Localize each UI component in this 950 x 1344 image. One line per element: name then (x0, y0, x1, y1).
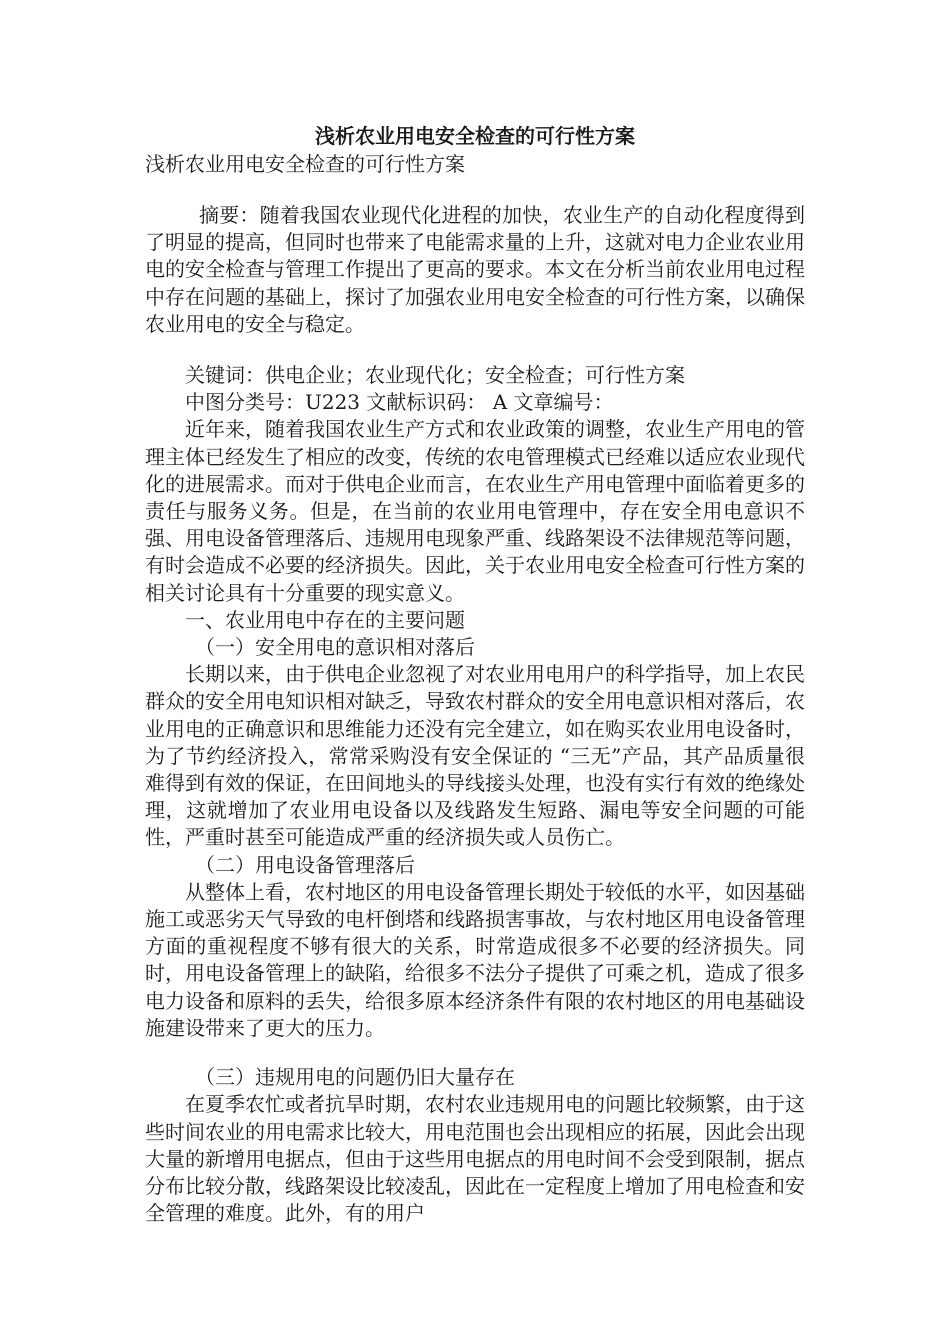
section-heading-1: 一、农业用电中存在的主要问题 (185, 607, 465, 632)
subsection-body-3: 在夏季农忙或者抗旱时期，农村农业违规用电的问题比较频繁，由于这些时间农业的用电需求比较大，用电范围也会出现相应的拓展，因此会出现大量的新增用电据点，但由于这些用电据点的用电时间不会受到限制，据点分布比较分散，线路架设比较凌乱，因此在一定程度上增加了用电检查和安全管理的难度。此外，有的用户 (145, 1092, 805, 1226)
keywords-line: 关键词：供电企业；农业现代化；安全检查；可行性方案 (185, 363, 685, 388)
intro-paragraph: 近年来，随着我国农业生产方式和农业政策的调整，农业生产用电的管理主体已经发生了相应的改变，传统的农电管理模式已经难以适应农业现代化的进展需求。而对于供电企业而言，在农业生产用电管理中面临着更多的责任与服务义务。但是，在当前的农业用电管理中，存在安全用电意识不强、用电设备管理落后、违规用电现象严重、线路架设不法律规范等问题，有时会造成不必要的经济损失。因此，关于农业用电安全检查可行性方案的相关讨论具有十分重要的现实意义。 (145, 417, 805, 605)
subsection-body-1: 长期以来，由于供电企业忽视了对农业用电用户的科学指导，加上农民群众的安全用电知识相对缺乏，导致农村群众的安全用电意识相对落后，农业用电的正确意识和思维能力还没有完全建立，如在购买农业用电设备时，为了节约经济投入，常常采购没有安全保证的 “三无”产品，其产品质量很难得到有效的保证，在田间地头的导线接头处理，也没有实行有效的绝缘处理，这就增加了农业用电设备以及线路发生短路、漏电等安全问题的可能性，严重时甚至可能造成严重的经济损失或人员伤亡。 (145, 662, 805, 850)
document-subtitle: 浅析农业用电安全检查的可行性方案 (145, 152, 465, 176)
subsection-heading-1: （一）安全用电的意识相对落后 (195, 635, 475, 660)
abstract-paragraph: 摘要：随着我国农业现代化进程的加快，农业生产的自动化程度得到了明显的提高，但同时也带来了电能需求量的上升，这就对电力企业农业用电的安全检查与管理工作提出了更高的要求。本文在分析当前农业用电过程中存在问题的基础上，探讨了加强农业用电安全检查的可行性方案，以确保农业用电的安全与稳定。 (145, 203, 805, 336)
subsection-heading-2: （二）用电设备管理落后 (195, 852, 415, 877)
paragraph-gap (145, 1042, 805, 1064)
document-title: 浅析农业用电安全检查的可行性方案 (315, 124, 635, 148)
subsection-body-2: 从整体上看，农村地区的用电设备管理长期处于较低的水平，如因基础施工或恶劣天气导致的电杆倒塔和线路损害事故，与农村地区用电设备管理方面的重视程度不够有很大的关系，时常造成很多不必要的经济损失。同时，用电设备管理上的缺陷，给很多不法分子提供了可乘之机，造成了很多电力设备和原料的丢失，给很多原本经济条件有限的农村地区的用电基础设施建设带来了更大的压力。 (145, 879, 805, 1040)
subsection-heading-3: （三）违规用电的问题仍旧大量存在 (195, 1065, 515, 1090)
document-body (145, 122, 805, 1227)
classification-line: 中图分类号：U223 文献标识码： A 文章编号： (185, 390, 614, 415)
